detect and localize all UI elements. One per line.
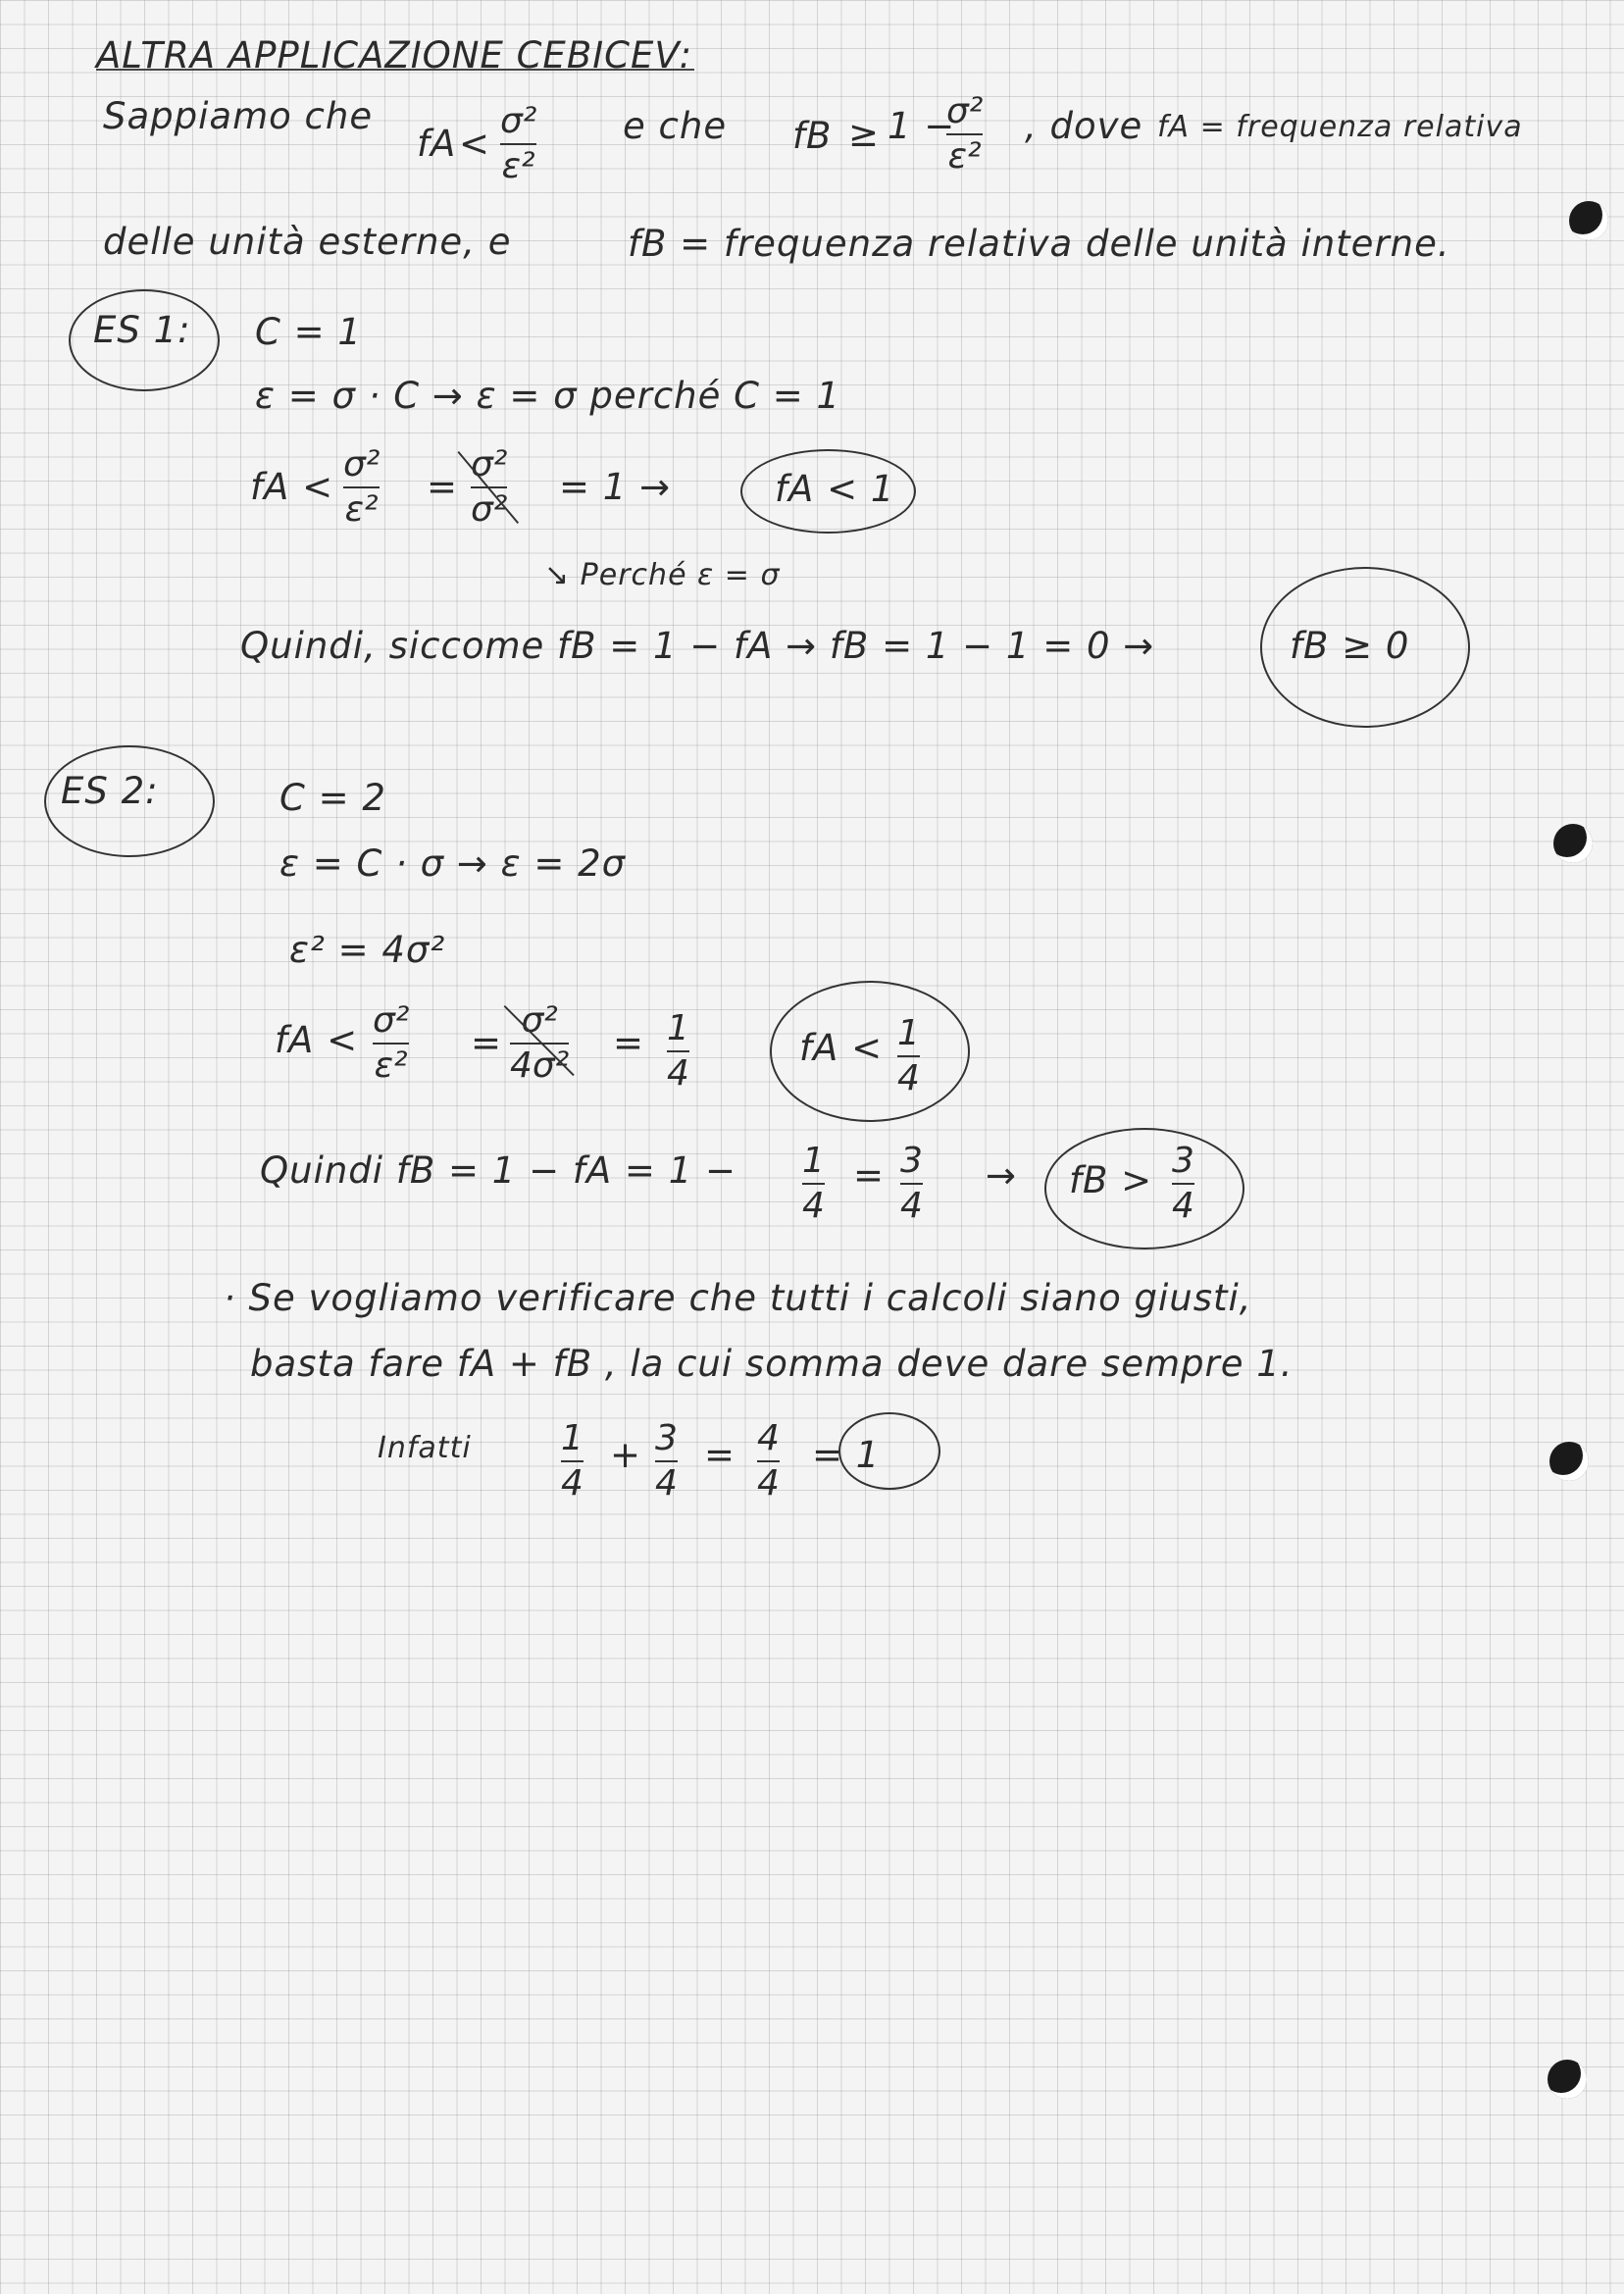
equals: = bbox=[471, 1022, 503, 1064]
punch-hole bbox=[1569, 201, 1608, 240]
es1-final: fB ≥ 0 bbox=[1290, 625, 1410, 667]
fraction-three-four: 3 4 bbox=[900, 1141, 923, 1226]
fraction-three-four: 3 4 bbox=[1172, 1141, 1194, 1226]
one-minus: 1 − bbox=[888, 105, 956, 147]
equals: = bbox=[704, 1434, 736, 1476]
es1-quindi: Quindi, siccome fB = 1 − fA → fB = 1 − 1 = 0 → bbox=[240, 625, 1155, 667]
intro-text: , dove bbox=[1025, 105, 1143, 147]
es1-label: ES 1: bbox=[93, 309, 191, 351]
fa-symbol: fA bbox=[417, 123, 457, 165]
title-underline bbox=[96, 69, 694, 71]
fb-definition: fB = frequenza relativa delle unità interne. bbox=[628, 223, 1450, 265]
punch-hole bbox=[1549, 1442, 1589, 1481]
intro-text: delle unità esterne, e bbox=[103, 221, 512, 263]
fraction-one-four: 1 4 bbox=[802, 1141, 825, 1226]
punch-hole bbox=[1553, 824, 1593, 863]
fb-symbol: fB bbox=[792, 115, 833, 157]
fa-definition: fA = frequenza relativa bbox=[1157, 110, 1523, 144]
less-than: < bbox=[459, 123, 491, 165]
es2-c-value: C = 2 bbox=[279, 777, 386, 819]
fraction-three-four: 3 4 bbox=[655, 1418, 678, 1504]
es1-result: fA < 1 bbox=[775, 468, 895, 510]
es2-eps-squared: ε² = 4σ² bbox=[289, 929, 446, 971]
es2-eps-line: ε = C · σ → ε = 2σ bbox=[279, 842, 627, 885]
infatti-label: Infatti bbox=[378, 1431, 472, 1465]
fraction-one-four: 1 4 bbox=[561, 1418, 584, 1504]
page-title: ALTRA APPLICAZIONE CEBICEV: bbox=[96, 34, 693, 76]
intro-text: e che bbox=[623, 105, 728, 147]
equals: = bbox=[853, 1154, 886, 1197]
geq: ≥ bbox=[848, 113, 881, 155]
es1-c-value: C = 1 bbox=[255, 311, 362, 353]
es1-note: ↘ Perché ε = σ bbox=[544, 558, 781, 592]
plus-sign: + bbox=[610, 1434, 642, 1476]
fraction-one-four: 1 4 bbox=[667, 1008, 689, 1094]
fraction-sigma-4sigma: σ² 4σ² bbox=[510, 1000, 570, 1086]
es2-fa-lhs: fA < bbox=[275, 1019, 359, 1061]
equals: = bbox=[427, 466, 459, 508]
es2-label: ES 2: bbox=[61, 770, 159, 812]
arrow: → bbox=[986, 1154, 1018, 1197]
intro-text: Sappiamo che bbox=[103, 95, 374, 137]
fraction-four-four: 4 4 bbox=[757, 1418, 780, 1504]
fraction-sigma-eps: σ² ε² bbox=[500, 101, 537, 186]
fraction-sigma-sigma: σ² σ² bbox=[471, 444, 508, 530]
es2-result-lhs: fA < bbox=[799, 1027, 884, 1069]
es2-final-lhs: fB > bbox=[1069, 1159, 1153, 1201]
equals-one: = 1 → bbox=[559, 466, 672, 508]
check-final: = 1 bbox=[812, 1434, 881, 1476]
es1-eps-line: ε = σ · C → ε = σ perché C = 1 bbox=[255, 375, 841, 417]
es2-quindi: Quindi fB = 1 − fA = 1 − bbox=[260, 1149, 736, 1192]
punch-hole bbox=[1548, 2060, 1587, 2099]
fraction-sigma-eps: σ² ε² bbox=[946, 91, 984, 177]
fraction-one-four: 1 4 bbox=[897, 1013, 920, 1098]
check-line-1: · Se vogliamo verificare che tutti i calcoli siano giusti, bbox=[224, 1277, 1252, 1319]
equals: = bbox=[613, 1022, 645, 1064]
fraction-sigma-eps: σ² ε² bbox=[373, 1000, 410, 1086]
es1-fa-lhs: fA < bbox=[250, 466, 334, 508]
fraction-sigma-eps: σ² ε² bbox=[343, 444, 381, 530]
check-line-2: basta fare fA + fB , la cui somma deve dare sempre 1. bbox=[250, 1343, 1294, 1385]
